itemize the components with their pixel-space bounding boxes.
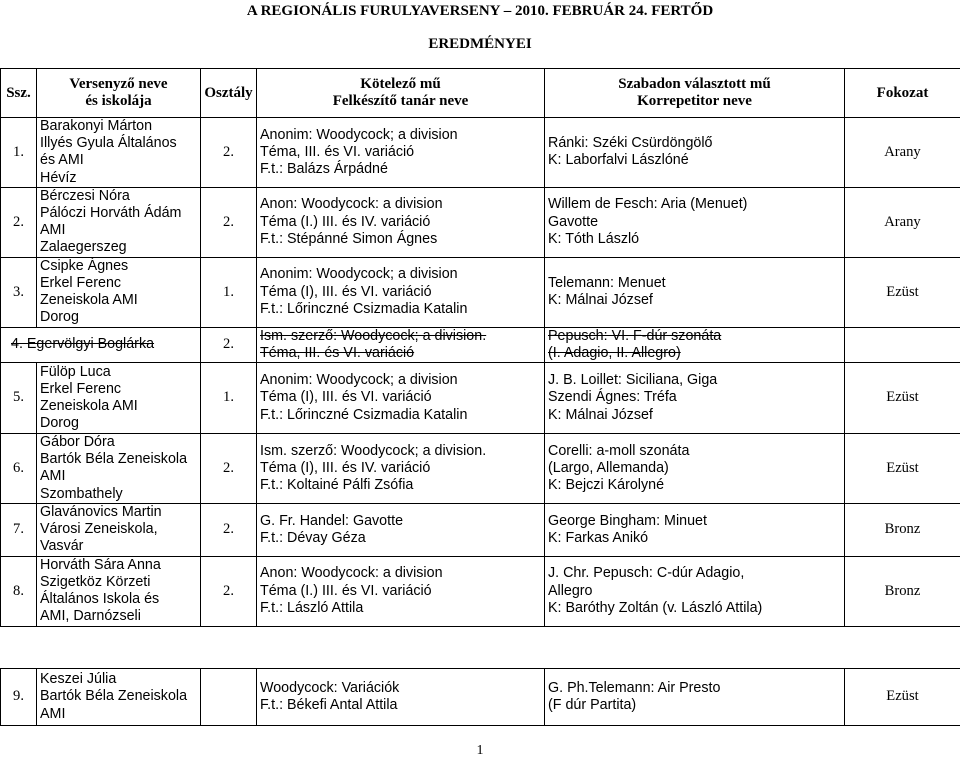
- free-piece: Corelli: a-moll szonáta (Largo, Allemanda) K: Bejczi Károlyné: [545, 434, 845, 504]
- grade: Arany: [845, 118, 960, 188]
- table-row: [1, 118, 960, 188]
- header-free: Szabadon választott mű Korrepetitor neve: [545, 69, 845, 118]
- document-subtitle: EREDMÉNYEI: [428, 36, 532, 52]
- header-mandatory: Kötelező mű Felkészítő tanár neve: [257, 69, 545, 118]
- document-title: A REGIONÁLIS FURULYAVERSENY – 2010. FEBRUÁR 24. FERTŐD: [246, 3, 714, 19]
- grade: Bronz: [845, 556, 960, 626]
- contestant-name: Csipke Ágnes Erkel Ferenc Zeneiskola AMI Dorog: [37, 257, 201, 327]
- table-row: [1, 187, 960, 257]
- contestant-name: Gábor Dóra Bartók Béla Zeneiskola AMI Szombathely: [37, 434, 201, 504]
- mandatory-piece: Anonim: Woodycock; a division Téma (I), III. és VI. variáció F.t.: Lőrinczné Csizmadia Katalin: [257, 363, 545, 434]
- contestant-class: 2.: [201, 118, 257, 188]
- contestant-class: 1.: [201, 363, 257, 434]
- header-num: Ssz.: [1, 69, 37, 118]
- row-number: 8.: [1, 556, 37, 626]
- free-piece: J. B. Loillet: Siciliana, Giga Szendi Ágnes: Tréfa K: Málnai József: [545, 363, 845, 434]
- row-number: 1.: [1, 118, 37, 188]
- table-row: [1, 503, 960, 556]
- mandatory-piece: Anon: Woodycock: a division Téma (I.) III. és IV. variáció F.t.: Stépánné Simon Ágnes: [257, 187, 545, 257]
- contestant-class: 2.: [201, 503, 257, 556]
- header-grade: Fokozat: [845, 69, 960, 118]
- contestant-class: 2.: [201, 556, 257, 626]
- row-number: 7.: [1, 503, 37, 556]
- contestant-class: 2.: [201, 434, 257, 504]
- table-row-withdrawn: [1, 327, 960, 362]
- mandatory-piece: Ism. szerző: Woodycock; a division. Téma (I), III. és IV. variáció F.t.: Koltainé Pálfi Zsófia: [257, 434, 545, 504]
- grade: Bronz: [845, 503, 960, 556]
- results-table-continued: [0, 668, 960, 726]
- row-number: 5.: [1, 363, 37, 434]
- table-row: [1, 556, 960, 626]
- free-piece: Telemann: Menuet K: Málnai József: [545, 257, 845, 327]
- grade: Ezüst: [845, 434, 960, 504]
- mandatory-piece: Anonim: Woodycock; a division Téma (I), III. és VI. variáció F.t.: Lőrinczné Csizmadia Katalin: [257, 257, 545, 327]
- table-header-row: [1, 69, 960, 118]
- mandatory-piece: Anon: Woodycock: a division Téma (I.) III. és VI. variáció F.t.: László Attila: [257, 556, 545, 626]
- contestant-name: Glavánovics Martin Városi Zeneiskola, Vasvár: [37, 503, 201, 556]
- mandatory-piece: Anonim: Woodycock; a division Téma, III. és VI. variáció F.t.: Balázs Árpádné: [257, 118, 545, 188]
- mandatory-piece: G. Fr. Handel: Gavotte F.t.: Dévay Géza: [257, 503, 545, 556]
- contestant-class: 1.: [201, 257, 257, 327]
- grade: Ezüst: [845, 363, 960, 434]
- free-piece: Willem de Fesch: Aria (Menuet) Gavotte K: Tóth László: [545, 187, 845, 257]
- table-row: [1, 363, 960, 434]
- contestant-name: Horváth Sára Anna Szigetköz Körzeti Általános Iskola és AMI, Darnózseli: [37, 556, 201, 626]
- grade: Arany: [845, 187, 960, 257]
- withdrawn-contestant: 4. Egervölgyi Boglárka: [1, 327, 201, 362]
- contestant-name: Barakonyi Márton Illyés Gyula Általános és AMI Hévíz: [37, 118, 201, 188]
- row-number: 6.: [1, 434, 37, 504]
- table-row: [1, 257, 960, 327]
- grade: Ezüst: [845, 669, 960, 726]
- header-class: Osztály: [201, 69, 257, 118]
- withdrawn-mandatory: Ism. szerző: Woodycock; a division. Téma, III. és VI. variáció: [257, 327, 545, 362]
- header-name: Versenyző neve és iskolája: [37, 69, 201, 118]
- row-number: 3.: [1, 257, 37, 327]
- contestant-name: Keszei Júlia Bartók Béla Zeneiskola AMI: [37, 669, 201, 726]
- contestant-name: Fülöp Luca Erkel Ferenc Zeneiskola AMI Dorog: [37, 363, 201, 434]
- grade: Ezüst: [845, 257, 960, 327]
- withdrawn-free: Pepusch: VI. F-dúr szonáta (I. Adagio, II. Allegro): [545, 327, 845, 362]
- row-number: 2.: [1, 187, 37, 257]
- contestant-class: [201, 669, 257, 726]
- table-row: [1, 434, 960, 504]
- table-row: [1, 669, 960, 726]
- contestant-name: Bérczesi Nóra Pálóczi Horváth Ádám AMI Zalaegerszeg: [37, 187, 201, 257]
- free-piece: G. Ph.Telemann: Air Presto (F dúr Partita): [545, 669, 845, 726]
- row-number: 9.: [1, 669, 37, 726]
- free-piece: Ránki: Széki Csürdöngölő K: Laborfalvi Lászlóné: [545, 118, 845, 188]
- free-piece: George Bingham: Minuet K: Farkas Anikó: [545, 503, 845, 556]
- mandatory-piece: Woodycock: Variációk F.t.: Békefi Antal Attila: [257, 669, 545, 726]
- free-piece: J. Chr. Pepusch: C-dúr Adagio, Allegro K: Baróthy Zoltán (v. László Attila): [545, 556, 845, 626]
- contestant-class: 2.: [201, 187, 257, 257]
- withdrawn-class: 2.: [201, 327, 257, 362]
- page-number: 1: [476, 743, 484, 758]
- results-table: [0, 68, 960, 627]
